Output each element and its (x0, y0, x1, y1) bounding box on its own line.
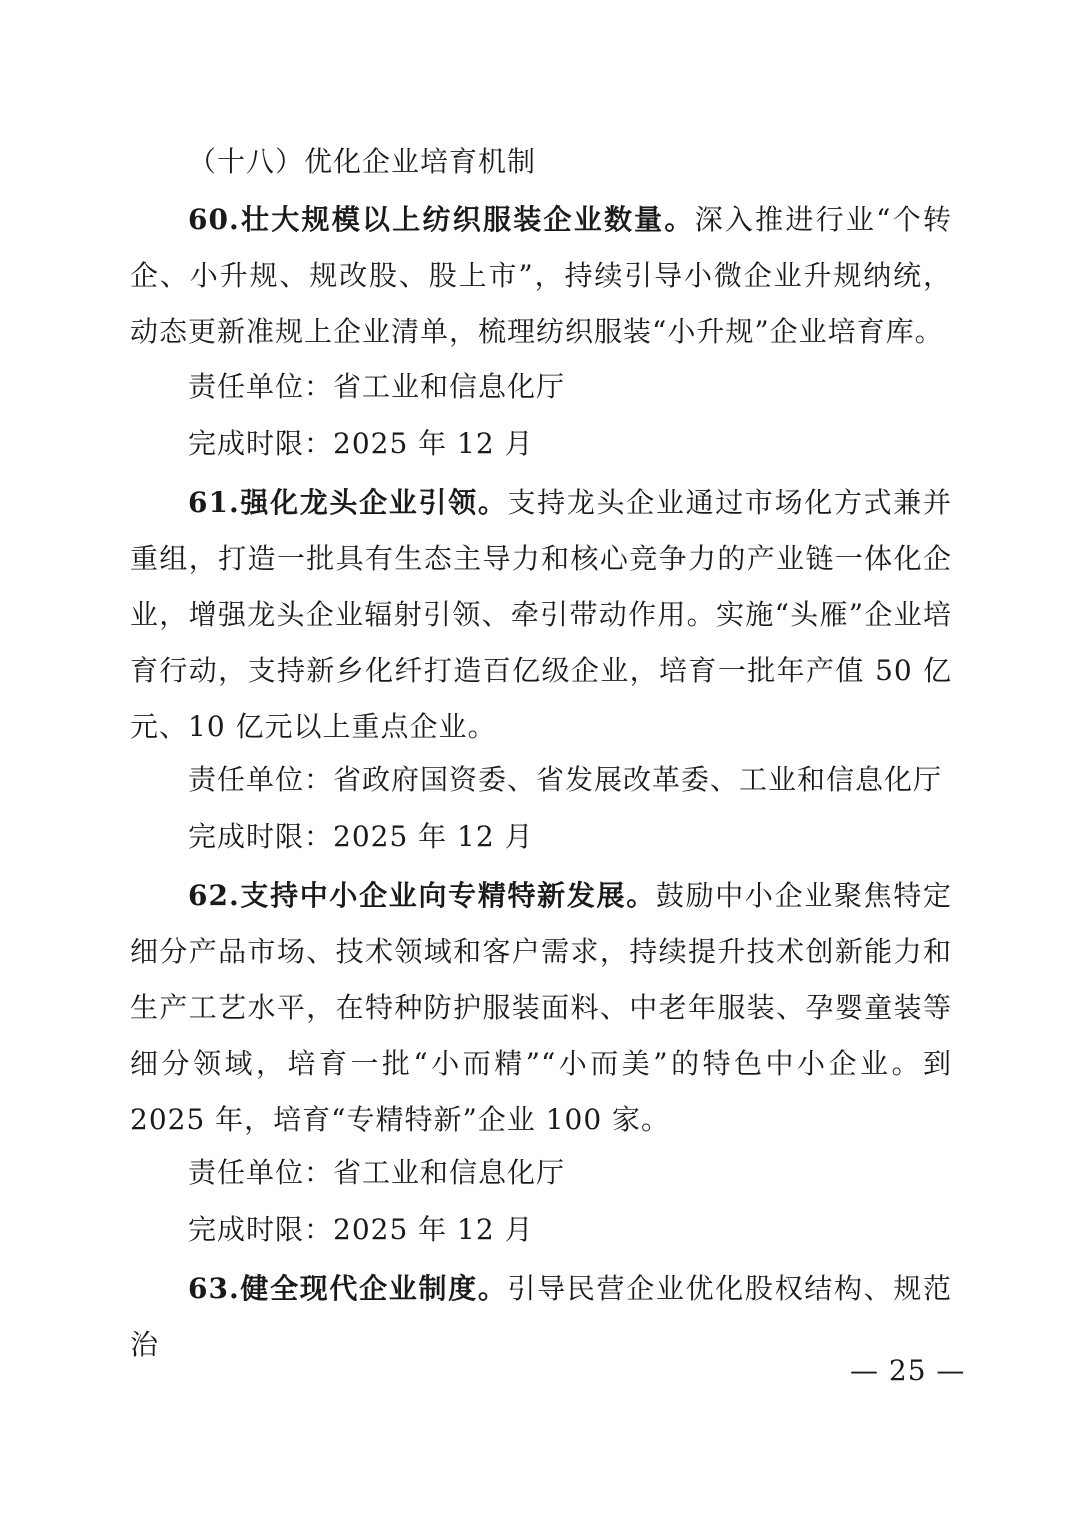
item-61-body: 支持龙头企业通过市场化方式兼并重组，打造一批具有生态主导力和核心竞争力的产业链一体化企业，增强龙头企业辐射引领、牵引带动作用。实施“头雁”企业培育行动，支持新乡化纤打造百亿级企业，培育一批年产值 50 亿元、10 亿元以上重点企业。 (130, 486, 952, 743)
item-62-responsible: 责任单位：省工业和信息化厅 (188, 1156, 566, 1189)
section-heading: （十八）优化企业培育机制 (188, 145, 537, 178)
item-61-responsible: 责任单位：省政府国资委、省发展改革委、工业和信息化厅 (188, 763, 943, 796)
item-62-title: 62.支持中小企业向专精特新发展。 (188, 879, 656, 912)
item-60-paragraph (130, 192, 952, 360)
item-60-body: 深入推进行业“个转企、小升规、规改股、股上市”，持续引导小微企业升规纳统，动态更新准规上企业清单，梳理纺织服装“小升规”企业培育库。 (130, 203, 952, 348)
item-63-paragraph (130, 1261, 952, 1373)
item-63-body: 引导民营企业优化股权结构、规范治 (130, 1272, 952, 1361)
item-61-paragraph (130, 475, 952, 755)
item-60-title: 60.壮大规模以上纺织服装企业数量。 (188, 203, 695, 236)
page-number: — 25 — (850, 1354, 966, 1387)
item-63-title: 63.健全现代企业制度。 (188, 1272, 508, 1305)
item-62-body: 鼓励中小企业聚焦特定细分产品市场、技术领域和客户需求，持续提升技术创新能力和生产工艺水平，在特种防护服装面料、中老年服装、孕婴童装等细分领域，培育一批“小而精”“小而美”的特色中小企业。到 2025 年，培育“专精特新”企业 100 家。 (130, 879, 952, 1136)
item-61-deadline: 完成时限：2025 年 12 月 (188, 820, 534, 853)
item-60-responsible: 责任单位：省工业和信息化厅 (188, 370, 566, 403)
item-62-paragraph (130, 868, 952, 1148)
item-62-deadline: 完成时限：2025 年 12 月 (188, 1213, 534, 1246)
item-61-title: 61.强化龙头企业引领。 (188, 486, 508, 519)
item-60-deadline: 完成时限：2025 年 12 月 (188, 427, 534, 460)
